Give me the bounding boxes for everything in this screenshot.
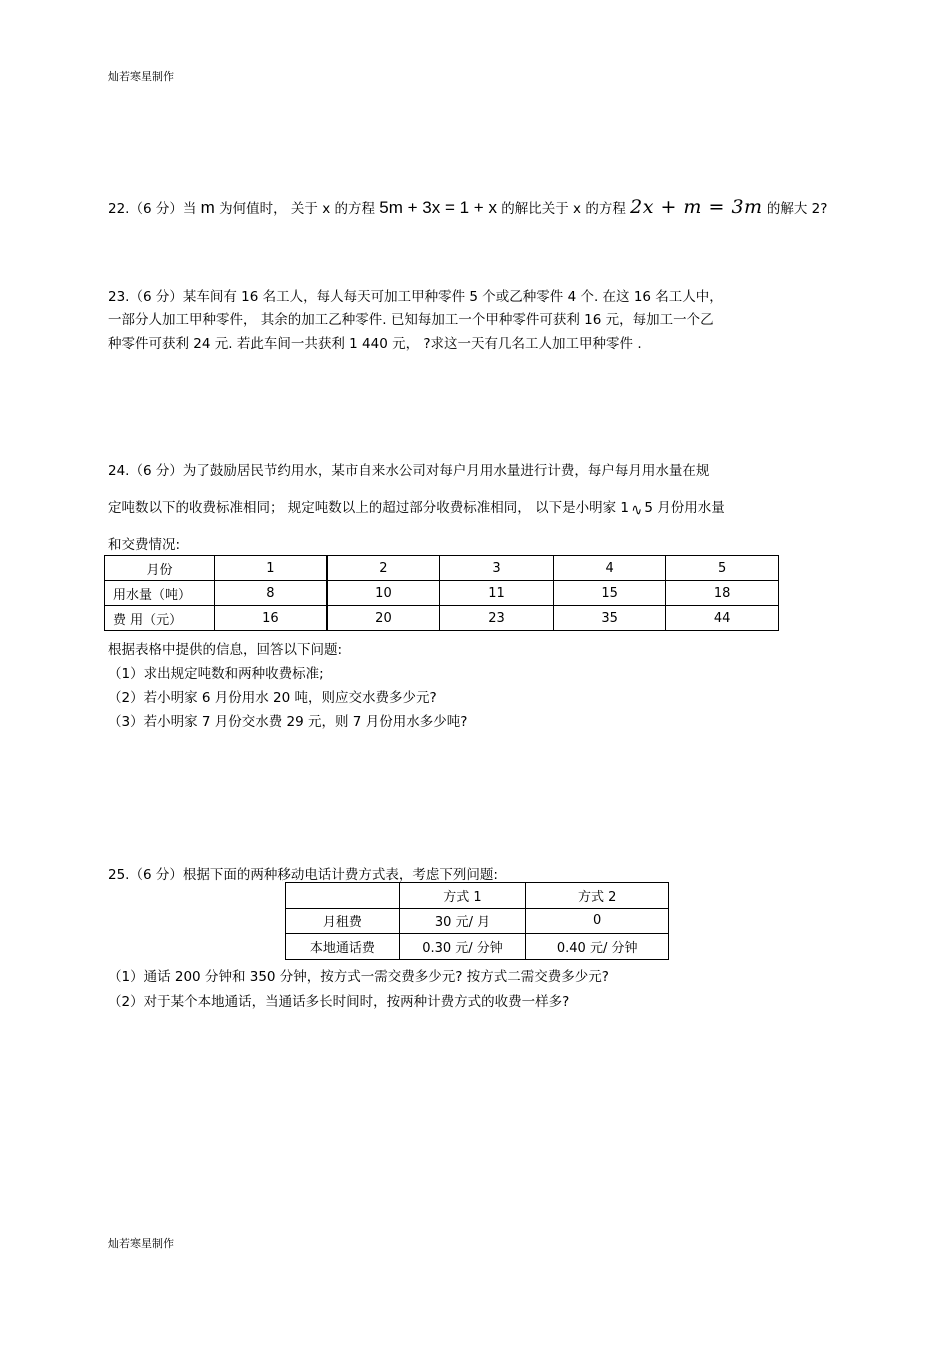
table-header-cell: 2 bbox=[327, 556, 440, 581]
table-header-cell: 5 bbox=[666, 556, 779, 581]
q23-line-3: 种零件可获利 24 元. 若此车间一共获利 1 440 元， ?求这一天有几名工人加工甲种零件 . bbox=[108, 336, 642, 352]
q22-text-4: 的解大 2? bbox=[766, 201, 828, 217]
table-row bbox=[105, 606, 779, 631]
table-header-cell bbox=[286, 883, 400, 909]
q24-line-2b: 5 月份用水量 bbox=[644, 500, 725, 516]
table-row bbox=[286, 883, 669, 909]
table-row bbox=[286, 908, 669, 934]
table-cell: 0.40 元/ 分钟 bbox=[526, 934, 669, 960]
q23-line-1: 23.（6 分）某车间有 16 名工人，每人每天可加工甲种零件 5 个或乙种零件 4 个. 在这 16 名工人中， bbox=[108, 289, 723, 305]
table-cell: 20 bbox=[327, 606, 440, 631]
table-header-cell: 4 bbox=[553, 556, 666, 581]
question-22 bbox=[108, 196, 827, 218]
table-cell: 16 bbox=[215, 606, 327, 631]
q22-variable-m: m bbox=[200, 198, 215, 217]
q24-line-2a: 定吨数以下的收费标准相同； 规定吨数以上的超过部分收费标准相同， 以下是小明家 1 bbox=[108, 500, 629, 516]
q22-text-3: 的解比关于 x 的方程 bbox=[501, 201, 626, 217]
q22-text-1: 22.（6 分）当 bbox=[108, 201, 197, 217]
q24-line-2 bbox=[108, 496, 725, 519]
table-cell: 10 bbox=[327, 581, 440, 606]
table-header-cell: 3 bbox=[440, 556, 554, 581]
q25-line-1: 25.（6 分）根据下面的两种移动电话计费方式表，考虑下列问题: bbox=[108, 867, 498, 883]
q24-sub-2: （2）若小明家 6 月份用水 20 吨，则应交水费多少元? bbox=[108, 690, 437, 706]
table-cell: 0.30 元/ 分钟 bbox=[399, 934, 526, 960]
table-cell: 11 bbox=[440, 581, 554, 606]
table-cell: 18 bbox=[666, 581, 779, 606]
table-cell: 月租费 bbox=[286, 908, 400, 934]
table-cell: 44 bbox=[666, 606, 779, 631]
table-cell: 23 bbox=[440, 606, 554, 631]
q22-equation-2: 2x + m = 3m bbox=[630, 196, 763, 218]
table-header-cell: 方式 2 bbox=[526, 883, 669, 909]
table-cell: 用水量（吨） bbox=[105, 581, 215, 606]
table-cell: 费 用（元） bbox=[105, 606, 215, 631]
phone-billing-table bbox=[285, 882, 669, 960]
q24-line-3: 和交费情况: bbox=[108, 537, 181, 553]
table-row bbox=[286, 934, 669, 960]
q24-sub-1: （1）求出规定吨数和两种收费标准; bbox=[108, 666, 324, 682]
q24-after-table: 根据表格中提供的信息，回答以下问题: bbox=[108, 642, 343, 658]
tilde-glyph-icon: ∿ bbox=[631, 500, 643, 519]
table-cell: 30 元/ 月 bbox=[399, 908, 526, 934]
page-header: 灿若寒星制作 bbox=[108, 70, 174, 83]
table-cell: 本地通话费 bbox=[286, 934, 400, 960]
table-header-cell: 月份 bbox=[105, 556, 215, 581]
table-cell: 0 bbox=[526, 908, 669, 934]
page-footer: 灿若寒星制作 bbox=[108, 1237, 174, 1250]
q22-equation-1: 5m + 3x = 1 + x bbox=[379, 198, 497, 217]
table-cell: 15 bbox=[553, 581, 666, 606]
table-header-cell: 1 bbox=[215, 556, 327, 581]
q25-sub-2: （2）对于某个本地通话，当通话多长时间时，按两种计费方式的收费一样多? bbox=[108, 994, 570, 1010]
table-row bbox=[105, 556, 779, 581]
q24-sub-3: （3）若小明家 7 月份交水费 29 元，则 7 月份用水多少吨? bbox=[108, 714, 468, 730]
q23-line-2: 一部分人加工甲种零件， 其余的加工乙种零件. 已知每加工一个甲种零件可获利 16 元，每加工一个乙 bbox=[108, 312, 714, 328]
q25-sub-1: （1）通话 200 分钟和 350 分钟，按方式一需交费多少元? 按方式二需交费多少元? bbox=[108, 969, 609, 985]
table-header-cell: 方式 1 bbox=[399, 883, 526, 909]
water-usage-table bbox=[104, 555, 779, 631]
q24-line-1: 24.（6 分）为了鼓励居民节约用水，某市自来水公司对每户月用水量进行计费，每户每月用水量在规 bbox=[108, 463, 710, 479]
table-cell: 35 bbox=[553, 606, 666, 631]
table-row bbox=[105, 581, 779, 606]
q22-text-2: 为何值时， 关于 x 的方程 bbox=[219, 201, 375, 217]
table-cell: 8 bbox=[215, 581, 327, 606]
